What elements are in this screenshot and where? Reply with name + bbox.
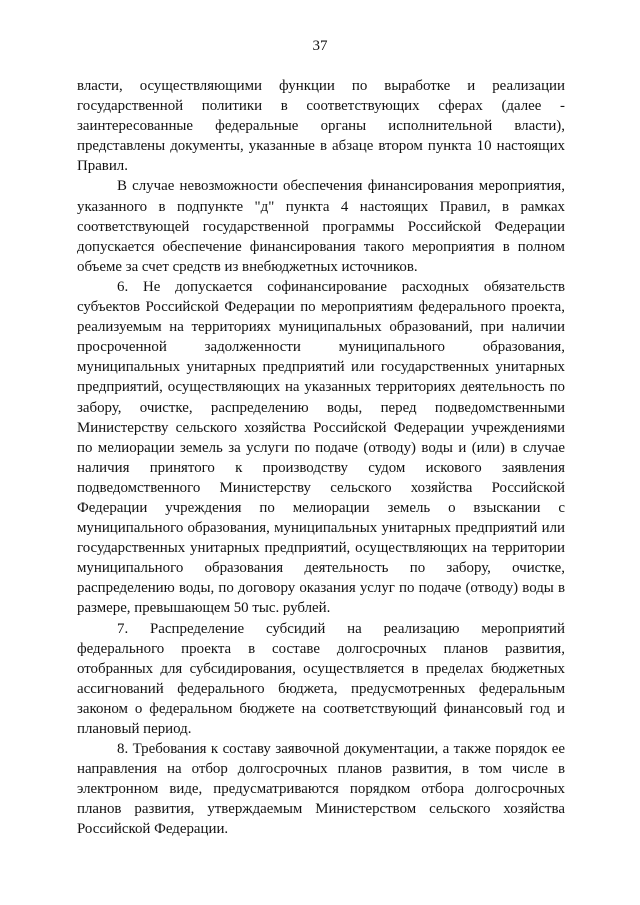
paragraph-financing-exception: В случае невозможности обеспечения финансирования мероприятия, указанного в подпункте "д" пункта 4 настоящих Правил, в рамках соответствующей государственной программы Российской Федерации допускается обеспечение финансирования такого мероприятия в полном объеме за счет средств из внебюджетных источников.	[77, 178, 565, 275]
page-number: 37	[312, 38, 328, 54]
paragraph-item-7: 7. Распределение субсидий на реализацию мероприятий федерального проекта в составе долгосрочных планов развития, отобранных для субсидирования, осуществляется в пределах бюджетных ассигнований федерального бюджета, предусмотренных федеральным законом о федеральном бюджете на соответствующий финансовый год и плановый период.	[77, 620, 565, 737]
paragraph-item-8: 8. Требования к составу заявочной документации, а также порядок ее направления на отбор долгосрочных планов развития, в том числе в электронном виде, предусматриваются порядком отбора долгосрочных планов развития, утверждаемым Министерством сельского хозяйства Российской Федерации.	[77, 741, 565, 838]
paragraph-continuation: власти, осуществляющими функции по выработке и реализации государственной политики в соответствующих сферах (далее - заинтересованные федеральные органы исполнительной власти), представлены документы, указанные в абзаце втором пункта 10 настоящих Правил.	[77, 78, 565, 175]
document-body	[77, 76, 565, 840]
paragraph-item-6: 6. Не допускается софинансирование расходных обязательств субъектов Российской Федерации по мероприятиям федерального проекта, реализуемым на территориях муниципальных образований, при наличии просроченной задолженности муниципального образования, муниципальных унитарных предприятий или государственных унитарных предприятий, осуществляющих на указанных территориях деятельность по забору, очистке, распределению воды, перед подведомственными Министерству сельского хозяйства Российской Федерации учреждениями по мелиорации земель за услуги по подаче (отводу) воды и (или) в случае наличия принятого к производству судом искового заявления подведомственного Министерству сельского хозяйства Российской Федерации учреждения по мелиорации земель о взыскании с муниципального образования, муниципальных унитарных предприятий или государственных унитарных предприятий, осуществляющих на территории муниципального образования деятельность по забору, очистке, распределению воды, по договору оказания услуг по подаче (отводу) воды в размере, превышающем 50 тыс. рублей.	[77, 278, 565, 617]
